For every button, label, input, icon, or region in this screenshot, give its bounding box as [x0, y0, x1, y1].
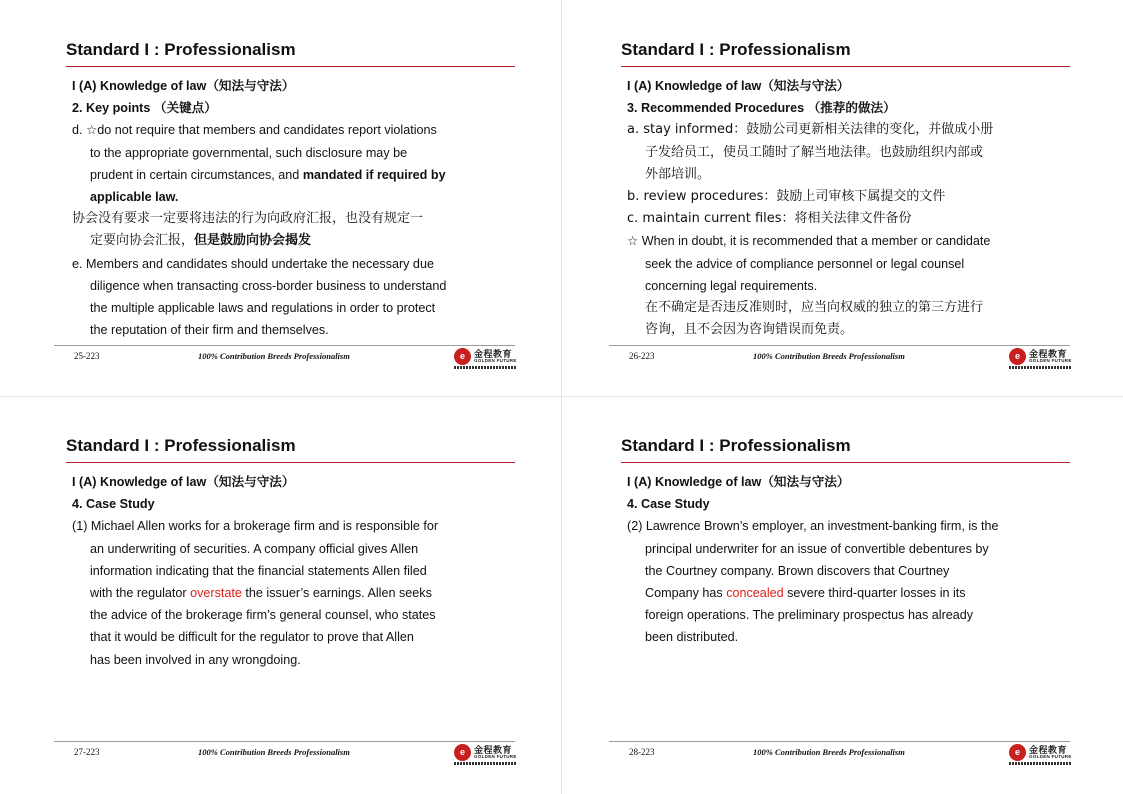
logo-stripe: [1009, 366, 1071, 369]
footer-motto: 100% Contribution Breeds Professionalism: [198, 351, 350, 361]
logo-en-text: GOLDEN FUTURE: [1029, 358, 1072, 363]
logo-en-text: GOLDEN FUTURE: [1029, 754, 1072, 759]
slide-27: [0, 396, 560, 792]
body-line: 外部培训。: [645, 166, 711, 182]
body-line: the reputation of their firm and themselves.: [90, 323, 329, 338]
logo-cn-text: 金程教育: [1029, 745, 1068, 755]
footer-motto: 100% Contribution Breeds Professionalism: [753, 351, 905, 361]
footer-divider: [609, 741, 1070, 742]
title-divider: [66, 462, 515, 463]
logo-cn-text: 金程教育: [474, 745, 513, 755]
logo-en-text: GOLDEN FUTURE: [474, 754, 517, 759]
footer-motto: 100% Contribution Breeds Professionalism: [198, 747, 350, 757]
page-number: 25-223: [74, 351, 100, 361]
slide-body: [627, 471, 1067, 649]
subsection-heading: 2. Key points （关键点）: [72, 101, 217, 116]
bold-text-run: 但是鼓励向协会揭发: [194, 233, 312, 249]
logo-mark-icon: e: [454, 348, 471, 365]
section-heading: I (A) Knowledge of law（知法与守法）: [627, 475, 850, 489]
text-run: with the regulator: [90, 586, 191, 601]
logo-stripe: [1009, 762, 1071, 765]
golden-future-logo: [454, 347, 516, 371]
body-line: 协会没有要求一定要将违法的行为向政府汇报，也没有规定一: [72, 211, 424, 227]
body-line: [72, 164, 512, 186]
body-line: 子发给员工，使员工随时了解当地法律。也鼓励组织内部或: [645, 144, 984, 160]
title-divider: [621, 66, 1070, 67]
logo-mark-icon: e: [1009, 348, 1026, 365]
body-line: that it would be difficult for the regulator to prove that Allen: [90, 630, 414, 645]
body-line: to the appropriate governmental, such disclosure may be: [90, 145, 408, 160]
body-line: information indicating that the financial statements Allen filed: [90, 563, 427, 578]
footer-divider: [54, 345, 515, 346]
page-number: 27-223: [74, 747, 100, 757]
body-line: [627, 582, 1067, 604]
slide-body: [72, 75, 512, 341]
body-line: c. maintain current files：将相关法律文件备份: [627, 211, 912, 227]
text-run: the issuer’s earnings. Allen seeks: [241, 586, 432, 601]
footer-divider: [54, 741, 515, 742]
slide-title: Standard I : Professionalism: [621, 40, 851, 59]
golden-future-logo: [1009, 743, 1071, 767]
logo-mark-icon: e: [454, 744, 471, 761]
logo-en-text: GOLDEN FUTURE: [474, 358, 517, 363]
slide-body: [627, 75, 1067, 341]
title-divider: [66, 66, 515, 67]
highlighted-term: concealed: [726, 586, 784, 601]
body-line: has been involved in any wrongdoing.: [90, 652, 301, 667]
logo-stripe: [454, 762, 516, 765]
body-line: principal underwriter for an issue of convertible debentures by: [645, 541, 989, 556]
page-number: 28-223: [629, 747, 655, 757]
subsection-heading: 3. Recommended Procedures （推荐的做法）: [627, 101, 896, 116]
body-line: applicable law.: [90, 190, 179, 205]
body-line: seek the advice of compliance personnel or legal counsel: [645, 256, 965, 271]
text-run: Company has: [645, 586, 727, 601]
body-line: the advice of the brokerage firm’s general counsel, who states: [90, 608, 436, 623]
slide-title: Standard I : Professionalism: [66, 436, 296, 455]
logo-cn-text: 金程教育: [1029, 349, 1068, 359]
footer-motto: 100% Contribution Breeds Professionalism: [753, 747, 905, 757]
body-line: foreign operations. The preliminary prospectus has already: [645, 608, 974, 623]
body-line: [72, 582, 512, 604]
body-line: been distributed.: [645, 630, 739, 645]
slide-26: [555, 0, 1115, 396]
page-number: 26-223: [629, 351, 655, 361]
body-line: [72, 230, 512, 252]
text-run: prudent in certain circumstances, and: [90, 167, 303, 182]
logo-stripe: [454, 366, 516, 369]
golden-future-logo: [454, 743, 516, 767]
footer-divider: [609, 345, 1070, 346]
body-line: diligence when transacting cross-border business to understand: [90, 278, 447, 293]
body-line: concerning legal requirements.: [645, 278, 818, 293]
slide-25: [0, 0, 560, 396]
body-line: a. stay informed：鼓励公司更新相关法律的变化，并做成小册: [627, 122, 994, 138]
text-run: 定要向协会汇报，: [90, 233, 195, 249]
body-line: e. Members and candidates should undertake the necessary due: [72, 256, 434, 271]
slide-body: [72, 471, 512, 671]
body-line: d. ☆do not require that members and candidates report violations: [72, 123, 437, 138]
subsection-heading: 4. Case Study: [72, 497, 155, 512]
title-divider: [621, 462, 1070, 463]
bold-text-run: mandated if required by: [302, 167, 446, 182]
section-heading: I (A) Knowledge of law（知法与守法）: [72, 475, 295, 489]
golden-future-logo: [1009, 347, 1071, 371]
slide-title: Standard I : Professionalism: [66, 40, 296, 59]
body-line: an underwriting of securities. A company official gives Allen: [90, 541, 419, 556]
highlighted-term: overstate: [190, 586, 242, 601]
body-line: ☆ When in doubt, it is recommended that a member or candidate: [627, 234, 991, 249]
body-line: 咨询，且不会因为咨询错误而免责。: [645, 322, 854, 338]
body-line: 在不确定是否违反准则时，应当向权威的独立的第三方进行: [645, 300, 984, 316]
section-heading: I (A) Knowledge of law（知法与守法）: [627, 79, 850, 93]
slide-28: [555, 396, 1115, 792]
subsection-heading: 4. Case Study: [627, 497, 710, 512]
text-run: severe third-quarter losses in its: [783, 586, 966, 601]
logo-cn-text: 金程教育: [474, 349, 513, 359]
slide-title: Standard I : Professionalism: [621, 436, 851, 455]
body-line: (2) Lawrence Brown’s employer, an investment-banking firm, is the: [627, 519, 999, 534]
body-line: the multiple applicable laws and regulations in order to protect: [90, 301, 436, 316]
body-line: b. review procedures：鼓励上司审核下属提交的文件: [627, 189, 946, 205]
body-line: (1) Michael Allen works for a brokerage firm and is responsible for: [72, 519, 439, 534]
section-heading: I (A) Knowledge of law（知法与守法）: [72, 79, 295, 93]
body-line: the Courtney company. Brown discovers that Courtney: [645, 563, 950, 578]
logo-mark-icon: e: [1009, 744, 1026, 761]
